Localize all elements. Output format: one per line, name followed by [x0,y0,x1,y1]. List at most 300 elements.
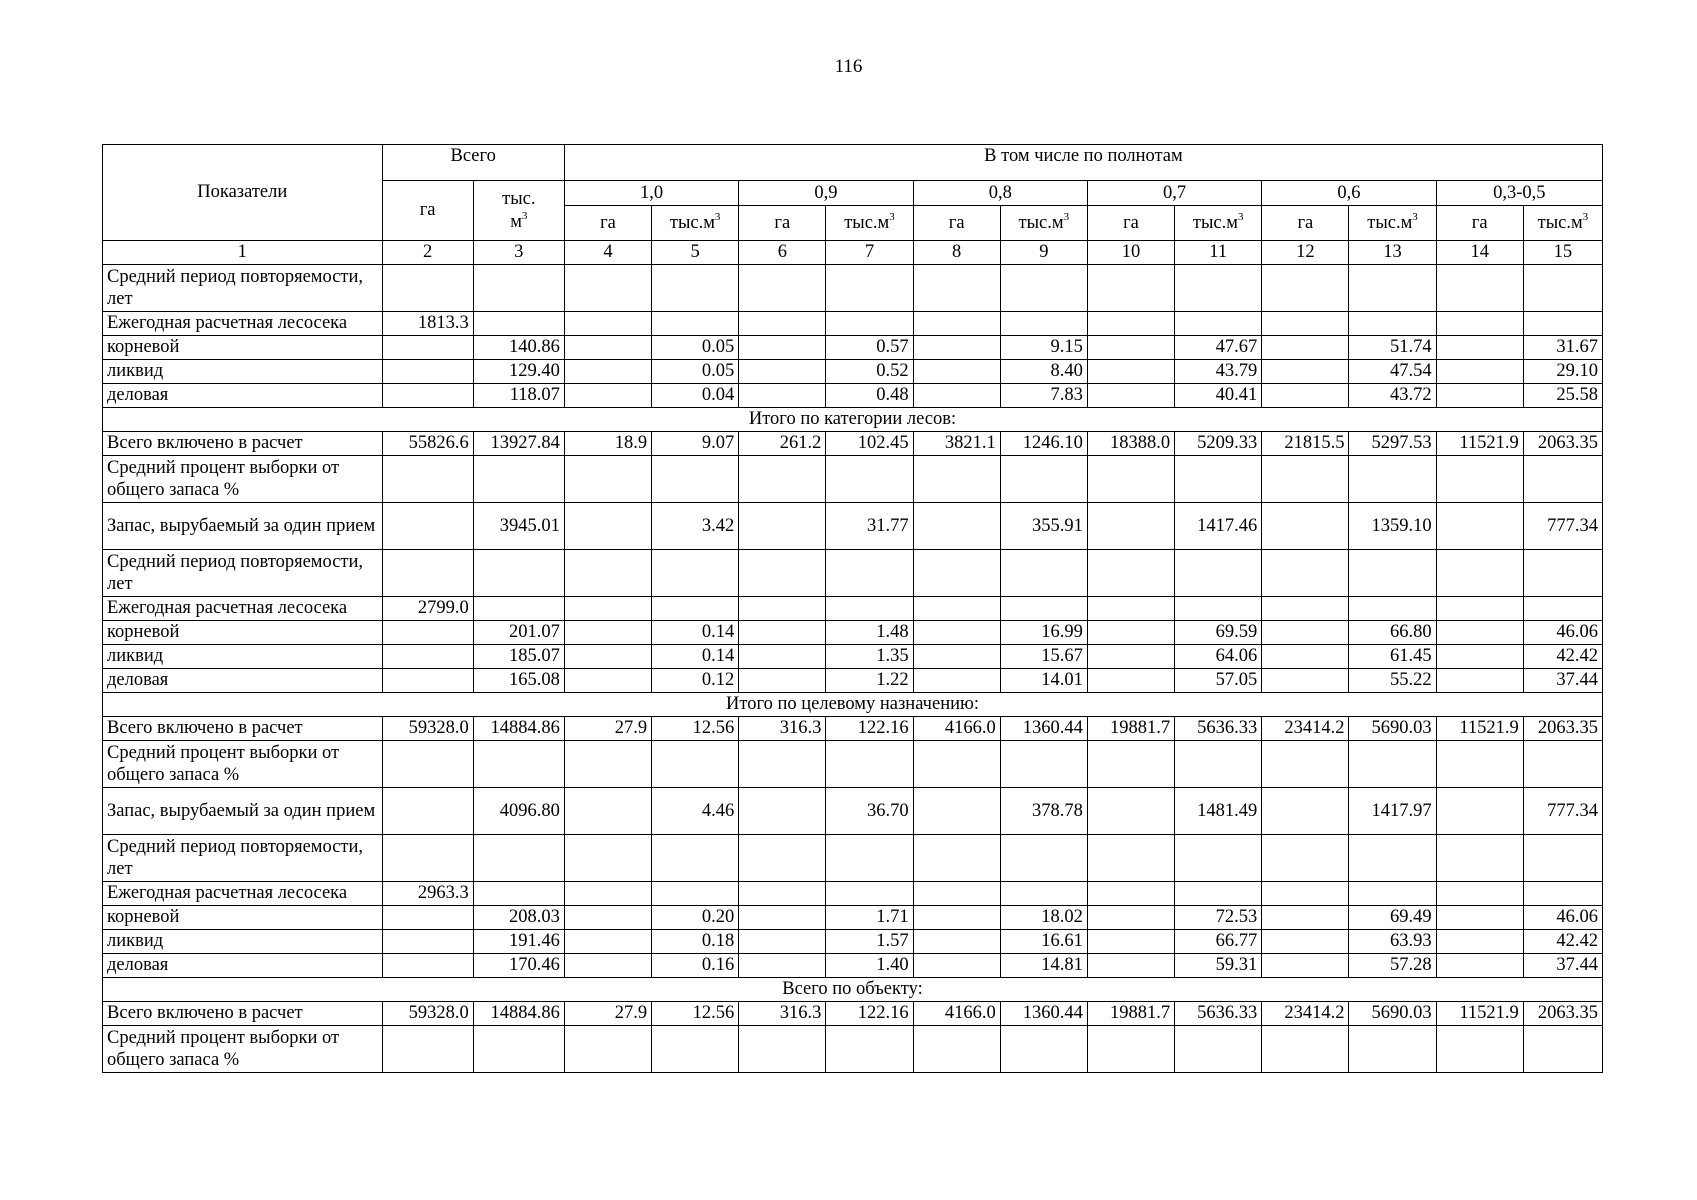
table-cell [1349,1026,1436,1073]
table-cell [1000,1026,1087,1073]
table-row [103,788,1603,835]
table-cell [564,930,651,954]
table-row [103,835,1603,882]
table-cell [382,954,473,978]
table-cell [913,835,1000,882]
table-cell: 129.40 [473,360,564,384]
table-cell: 1.35 [826,645,913,669]
table-cell: 69.59 [1175,621,1262,645]
table-cell [1436,550,1523,597]
table-cell [564,360,651,384]
table-cell: 0.12 [652,669,739,693]
table-cell [473,550,564,597]
table-cell: 46.06 [1523,621,1602,645]
table-cell [739,835,826,882]
table-cell [1436,930,1523,954]
header-density-5-ha: га [1262,206,1349,241]
table-cell [1523,882,1602,906]
unit-thous-m: тыс.м [1367,212,1413,233]
unit-sup: 3 [714,210,721,223]
table-cell: 47.67 [1175,336,1262,360]
table-row [103,432,1603,456]
header-density-2: 0,9 [739,181,913,206]
table-cell [1000,835,1087,882]
table-cell [1349,550,1436,597]
table-cell [652,597,739,621]
table-cell [1262,503,1349,550]
row-label: Средний процент выборки от общего запаса % [103,456,383,503]
table-cell: 5636.33 [1175,1002,1262,1026]
table-cell: 42.42 [1523,930,1602,954]
column-number-13: 13 [1349,241,1436,265]
column-number-11: 11 [1175,241,1262,265]
column-number-5: 5 [652,241,739,265]
table-cell: 43.79 [1175,360,1262,384]
section-title: Всего по объекту: [103,978,1603,1002]
table-cell: 72.53 [1175,906,1262,930]
table-cell: 1246.10 [1000,432,1087,456]
table-cell [826,835,913,882]
header-density-3-ha: га [913,206,1000,241]
table-cell: 43.72 [1349,384,1436,408]
table-cell [1262,621,1349,645]
table-cell [652,835,739,882]
table-row [103,906,1603,930]
header-including-by-density: В том числе по полнотам [564,145,1602,181]
table-cell: 14.81 [1000,954,1087,978]
table-cell: 1.48 [826,621,913,645]
table-cell [1523,265,1602,312]
section-title: Итого по целевому назначению: [103,693,1603,717]
table-cell [382,741,473,788]
table-cell: 18.02 [1000,906,1087,930]
table-cell [1523,312,1602,336]
table-cell: 11521.9 [1436,717,1523,741]
table-cell: 5209.33 [1175,432,1262,456]
column-number-9: 9 [1000,241,1087,265]
table-cell [564,503,651,550]
table-row [103,741,1603,788]
table-cell: 208.03 [473,906,564,930]
table-cell [1087,788,1174,835]
table-cell: 0.20 [652,906,739,930]
table-cell [473,597,564,621]
table-cell [739,597,826,621]
table-cell: 9.15 [1000,336,1087,360]
table-cell [564,954,651,978]
table-cell [564,788,651,835]
table-cell [1087,336,1174,360]
table-cell: 7.83 [1000,384,1087,408]
column-number-6: 6 [739,241,826,265]
column-number-12: 12 [1262,241,1349,265]
column-number-15: 15 [1523,241,1602,265]
table-cell: 191.46 [473,930,564,954]
unit-sup: 3 [521,209,528,222]
table-cell: 1417.46 [1175,503,1262,550]
column-number-1: 1 [103,241,383,265]
table-cell [652,265,739,312]
table-cell: 5636.33 [1175,717,1262,741]
table-cell: 1.22 [826,669,913,693]
table-cell [564,265,651,312]
table-row [103,954,1603,978]
table-row [103,621,1603,645]
table-cell: 59.31 [1175,954,1262,978]
table-cell [1000,265,1087,312]
table-cell: 69.49 [1349,906,1436,930]
table-cell [1436,384,1523,408]
table-cell: 3821.1 [913,432,1000,456]
row-label: деловая [103,954,383,978]
table-cell [382,384,473,408]
table-cell: 316.3 [739,717,826,741]
table-cell: 21815.5 [1262,432,1349,456]
table-cell: 140.86 [473,336,564,360]
table-cell [1000,550,1087,597]
row-label: Средний процент выборки от общего запаса % [103,741,383,788]
table-cell [1349,835,1436,882]
table-cell: 18.9 [564,432,651,456]
table-cell: 102.45 [826,432,913,456]
table-cell: 0.52 [826,360,913,384]
table-cell [1436,835,1523,882]
table-cell [739,930,826,954]
table-cell: 55826.6 [382,432,473,456]
table-cell: 16.99 [1000,621,1087,645]
table-cell: 8.40 [1000,360,1087,384]
table-cell: 2063.35 [1523,432,1602,456]
table-row [103,1002,1603,1026]
table-cell [913,669,1000,693]
table-cell: 5297.53 [1349,432,1436,456]
unit-sup: 3 [1063,210,1070,223]
table-cell [1436,265,1523,312]
table-cell [564,336,651,360]
table-cell [1262,906,1349,930]
table-cell [564,312,651,336]
table-cell: 1359.10 [1349,503,1436,550]
table-cell: 27.9 [564,1002,651,1026]
table-cell [739,384,826,408]
table-cell [1262,265,1349,312]
table-cell [382,906,473,930]
table-cell [564,456,651,503]
column-number-4: 4 [564,241,651,265]
table-cell [913,312,1000,336]
table-cell [1175,550,1262,597]
table-cell [473,1026,564,1073]
table-cell [382,788,473,835]
header-density-3: 0,8 [913,181,1087,206]
table-cell [1262,384,1349,408]
table-cell [1175,597,1262,621]
row-label: Средний период повторяемости, лет [103,835,383,882]
table-cell [913,741,1000,788]
table-cell [1262,954,1349,978]
table-cell [1523,835,1602,882]
page-number: 116 [834,56,863,77]
table-cell: 4166.0 [913,717,1000,741]
row-label: Средний процент выборки от общего запаса % [103,1026,383,1073]
header-density-6-ha: га [1436,206,1523,241]
table-row [103,597,1603,621]
table-cell [1436,456,1523,503]
column-number-8: 8 [913,241,1000,265]
table-body [103,265,1603,1073]
table-cell [1087,621,1174,645]
table-row [103,882,1603,906]
header-total-thous-m3 [473,181,564,241]
table-cell [652,312,739,336]
table-cell [1087,741,1174,788]
table-cell [382,835,473,882]
table-cell [1262,312,1349,336]
table-cell: 29.10 [1523,360,1602,384]
table-cell [739,741,826,788]
table-cell [564,882,651,906]
table-cell [382,930,473,954]
table-cell [739,336,826,360]
table-cell [564,906,651,930]
table-cell [913,360,1000,384]
table-cell [1087,835,1174,882]
table-cell: 19881.7 [1087,1002,1174,1026]
table-cell [1262,930,1349,954]
header-density-5-thous-m3 [1349,206,1436,241]
table-cell: 5690.03 [1349,1002,1436,1026]
header-density-4: 0,7 [1087,181,1261,206]
table-cell [564,645,651,669]
row-label: корневой [103,336,383,360]
table-cell [1087,645,1174,669]
table-cell [1087,384,1174,408]
table-cell [1087,882,1174,906]
table-row [103,312,1603,336]
table-cell: 0.14 [652,621,739,645]
table-cell [382,456,473,503]
table-cell [913,930,1000,954]
table-cell [739,669,826,693]
header-density-3-thous-m3 [1000,206,1087,241]
row-label: корневой [103,906,383,930]
table-cell [1175,456,1262,503]
table-cell [473,741,564,788]
table-cell: 55.22 [1349,669,1436,693]
table-cell [652,741,739,788]
table-cell [913,906,1000,930]
unit-m: м [510,211,522,232]
table-cell [1349,741,1436,788]
table-cell: 46.06 [1523,906,1602,930]
table-cell [739,1026,826,1073]
table-cell: 42.42 [1523,645,1602,669]
table-cell [826,597,913,621]
table-cell [473,835,564,882]
table-cell: 1813.3 [382,312,473,336]
table-cell [913,882,1000,906]
table-cell: 0.48 [826,384,913,408]
table-cell [1436,954,1523,978]
table-cell [1349,265,1436,312]
table-cell [739,954,826,978]
table-cell: 122.16 [826,717,913,741]
table-cell [1262,336,1349,360]
table-cell: 1.40 [826,954,913,978]
table-cell: 777.34 [1523,503,1602,550]
table-cell [1349,312,1436,336]
table-cell [1436,1026,1523,1073]
table-cell [564,1026,651,1073]
table-cell: 0.04 [652,384,739,408]
table-cell [1087,550,1174,597]
table-cell: 185.07 [473,645,564,669]
header-density-4-ha: га [1087,206,1174,241]
table-cell [1349,882,1436,906]
table-cell [913,954,1000,978]
table-cell [913,788,1000,835]
table-cell [913,550,1000,597]
row-label: ликвид [103,930,383,954]
header-density-2-thous-m3 [826,206,913,241]
table-cell: 2799.0 [382,597,473,621]
row-label: Ежегодная расчетная лесосека [103,597,383,621]
table-cell [739,645,826,669]
table-cell [382,265,473,312]
table-cell [1262,835,1349,882]
unit-sup: 3 [1237,210,1244,223]
header-density-1-thous-m3 [652,206,739,241]
row-label: Всего включено в расчет [103,1002,383,1026]
table-cell [1087,1026,1174,1073]
table-cell [1436,645,1523,669]
table-cell: 57.05 [1175,669,1262,693]
table-row [103,550,1603,597]
table-cell: 37.44 [1523,669,1602,693]
table-cell [1436,503,1523,550]
table-cell [913,503,1000,550]
row-label: ликвид [103,360,383,384]
unit-thous-top: тыс. [502,188,536,209]
table-cell [739,312,826,336]
table-cell [564,621,651,645]
table-row [103,384,1603,408]
table-row [103,360,1603,384]
row-label: деловая [103,384,383,408]
unit-thous-m: тыс.м [669,212,715,233]
table-cell: 19881.7 [1087,717,1174,741]
table-cell: 1417.97 [1349,788,1436,835]
table-cell [913,597,1000,621]
table-cell [739,360,826,384]
column-number-7: 7 [826,241,913,265]
table-cell: 1360.44 [1000,717,1087,741]
table-cell [1000,882,1087,906]
table-cell: 14.01 [1000,669,1087,693]
forest-felling-table [102,144,1603,1073]
table-cell [1349,456,1436,503]
table-cell [1262,669,1349,693]
table-cell [1262,456,1349,503]
table-cell [1262,597,1349,621]
table-cell [473,265,564,312]
table-cell: 40.41 [1175,384,1262,408]
header-density-1-ha: га [564,206,651,241]
row-label: Ежегодная расчетная лесосека [103,882,383,906]
table-cell [913,456,1000,503]
table-cell: 4.46 [652,788,739,835]
header-indicators: Показатели [103,145,383,241]
table-cell: 4166.0 [913,1002,1000,1026]
table-cell [1087,312,1174,336]
table-cell [913,1026,1000,1073]
table-cell [1436,788,1523,835]
unit-sup: 3 [1582,210,1589,223]
table-cell: 23414.2 [1262,1002,1349,1026]
table-cell: 0.18 [652,930,739,954]
table-cell [1436,336,1523,360]
table-cell [1436,597,1523,621]
table-cell [652,550,739,597]
table-cell: 59328.0 [382,1002,473,1026]
table-cell: 2963.3 [382,882,473,906]
table-cell: 0.05 [652,336,739,360]
table-cell: 9.07 [652,432,739,456]
table-cell: 118.07 [473,384,564,408]
table-cell: 2063.35 [1523,1002,1602,1026]
table-cell [473,882,564,906]
section-title: Итого по категории лесов: [103,408,1603,432]
table-cell: 25.58 [1523,384,1602,408]
table-cell [382,360,473,384]
section-row [103,408,1603,432]
row-label: деловая [103,669,383,693]
table-cell [1523,456,1602,503]
table-header [103,145,1603,265]
table-cell: 23414.2 [1262,717,1349,741]
table-cell [826,265,913,312]
table-cell [1000,456,1087,503]
table-cell [473,456,564,503]
table-cell [1262,788,1349,835]
table-cell: 1481.49 [1175,788,1262,835]
section-row [103,978,1603,1002]
table-cell [1175,265,1262,312]
table-cell [1000,312,1087,336]
table-cell [473,312,564,336]
unit-sup: 3 [889,210,895,223]
table-cell [1175,312,1262,336]
table-cell [1436,741,1523,788]
table-cell: 31.67 [1523,336,1602,360]
table-cell [739,621,826,645]
table-cell: 0.16 [652,954,739,978]
table-cell [1087,503,1174,550]
column-number-10: 10 [1087,241,1174,265]
table-cell: 59328.0 [382,717,473,741]
table-row [103,503,1603,550]
table-cell: 0.14 [652,645,739,669]
section-row [103,693,1603,717]
table-cell [564,384,651,408]
row-label: Всего включено в расчет [103,432,383,456]
row-label: ликвид [103,645,383,669]
table-cell [382,550,473,597]
column-number-3: 3 [473,241,564,265]
table-cell [382,1026,473,1073]
table-cell [826,456,913,503]
table-cell [564,550,651,597]
